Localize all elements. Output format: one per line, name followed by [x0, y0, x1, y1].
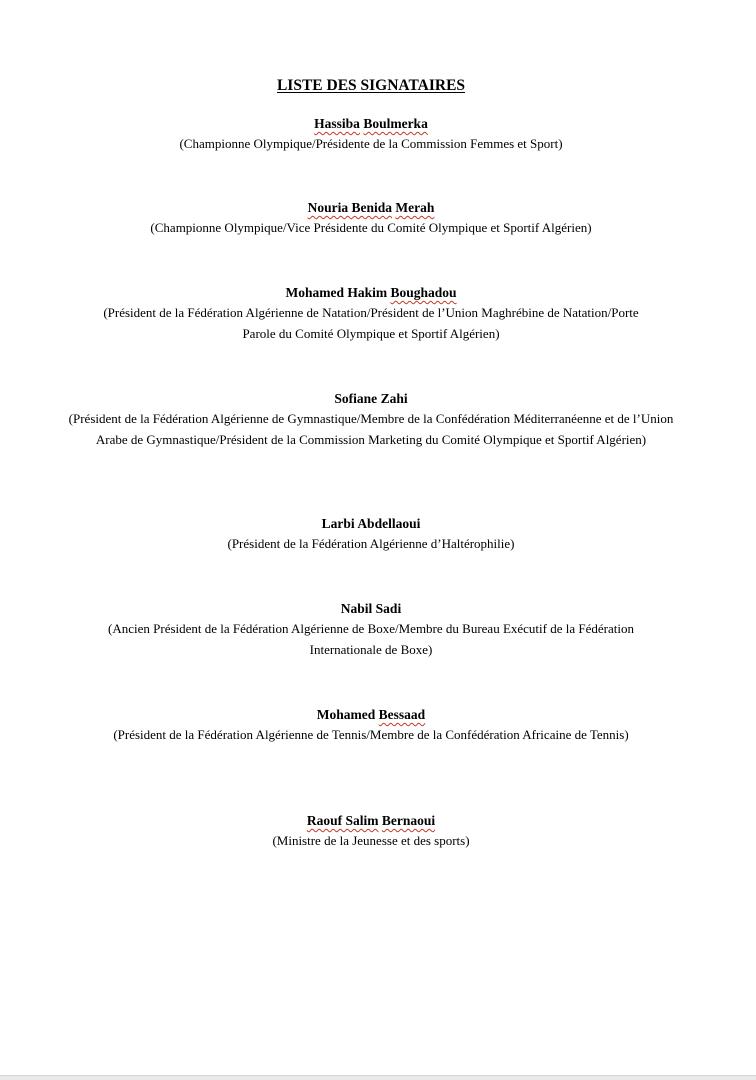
signatory-first-name: Nabil — [340, 601, 373, 616]
signatory-name — [0, 811, 742, 831]
signatory-name — [0, 514, 742, 534]
signatory-entry — [0, 514, 742, 555]
signatory-first-name: Hassiba — [314, 116, 360, 131]
signatory-first-name: Larbi — [321, 516, 355, 531]
signatory-name — [0, 283, 742, 303]
signatory-first-name: Mohamed — [316, 707, 376, 722]
signatory-last-name: Boulmerka — [363, 116, 428, 131]
signatory-first-name: Mohamed Hakim — [285, 285, 388, 300]
signatory-name — [0, 198, 742, 218]
signatory-name — [0, 599, 742, 619]
signatory-last-name: Zahi — [380, 391, 408, 406]
signatory-last-name: Bessaad — [378, 707, 426, 722]
signatory-first-name: Sofiane — [334, 391, 378, 406]
signatory-entry — [0, 198, 742, 239]
signatory-name — [0, 705, 742, 725]
document-title: LISTE DES SIGNATAIRES — [276, 77, 466, 94]
signatory-role: (Président de la Fédération Algérienne de Gymnastique/Membre de la Confédération Méditerranéenne et de l’Union Arabe de Gymnastique/Président de la Commission Marketing du Comité Olympique et Sportif Algérien) — [68, 411, 674, 447]
signatory-role: (Ancien Président de la Fédération Algérienne de Boxe/Membre du Bureau Exécutif de la Fédération Internationale de Boxe) — [108, 621, 634, 657]
signatory-role: (Championne Olympique/Présidente de la Commission Femmes et Sport) — [179, 136, 563, 151]
signatory-entry — [0, 811, 742, 852]
signatory-name — [0, 389, 742, 409]
signatory-last-name: Merah — [395, 200, 435, 215]
signatory-entry — [0, 705, 742, 746]
signatory-last-name: Bernaoui — [381, 813, 436, 828]
signatory-first-name: Nouria Benida — [307, 200, 393, 215]
signatory-role: (Président de la Fédération Algérienne de Natation/Président de l’Union Maghrébine de Natation/Porte Parole du Comité Olympique et Sportif Algérien) — [103, 305, 639, 341]
signatory-name — [0, 114, 742, 134]
signatory-entry — [0, 283, 742, 344]
signatory-last-name: Boughadou — [390, 285, 457, 300]
signatory-entry — [0, 114, 742, 155]
signatory-first-name: Raouf Salim — [306, 813, 379, 828]
signatory-last-name: Sadi — [375, 601, 402, 616]
signatory-role: (Championne Olympique/Vice Présidente du Comité Olympique et Sportif Algérien) — [150, 220, 592, 235]
signatory-role: (Président de la Fédération Algérienne de Tennis/Membre de la Confédération Africaine de Tennis) — [113, 727, 629, 742]
signatory-last-name: Abdellaoui — [357, 516, 421, 531]
signatory-entry — [0, 389, 742, 450]
signatory-role: (Ministre de la Jeunesse et des sports) — [272, 833, 470, 848]
signatory-role: (Président de la Fédération Algérienne d’Haltérophilie) — [227, 536, 515, 551]
signatory-entry — [0, 599, 742, 660]
page-bottom-edge — [0, 1075, 756, 1080]
